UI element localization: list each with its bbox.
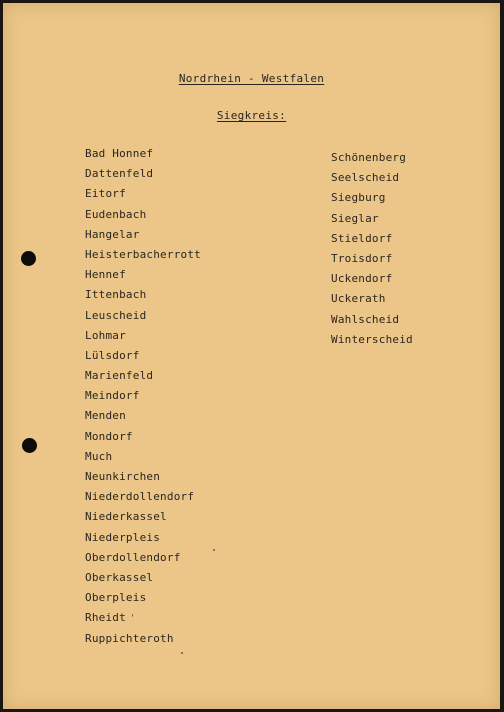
list-item: Mondorf [85,429,133,443]
ink-speck [213,549,215,551]
list-item: Meindorf [85,389,140,403]
ink-speck [181,652,183,654]
list-item: Schönenberg [331,151,407,164]
page-subtitle: Siegkreis: [216,109,287,122]
punch-hole [22,438,37,453]
list-item: Marienfeld [85,369,154,383]
list-item: Hennef [85,268,126,282]
page-title: Nordrhein - Westfalen [178,72,325,85]
list-item: Siegburg [331,191,386,205]
list-item: Bad Honnef [85,147,154,160]
list-item: Winterscheid [331,332,413,346]
list-item: Seelscheid [331,171,400,185]
list-item: Oberdollendorf [85,550,181,564]
list-item: Dattenfeld [85,167,154,181]
list-item: Troisdorf [331,251,393,265]
list-item: Uckendorf [331,272,393,286]
list-item: Stieldorf [331,231,393,245]
list-item: Menden [85,409,126,423]
list-item: Hangelar [85,227,140,241]
list-item: Wahlscheid [331,312,400,326]
list-item: Oberkassel [85,570,154,584]
list-item: Leuscheid [85,308,147,322]
list-item: Niederdollendorf [85,490,195,504]
list-item: Oberpleis [85,591,147,605]
punch-hole [21,251,36,266]
list-item: Niederkassel [85,510,167,524]
list-item: Ruppichteroth [85,631,174,645]
document-page [3,3,500,709]
list-item: Ittenbach [85,288,147,302]
right-place-list [331,148,413,350]
list-item: Heisterbacherrott [85,247,201,261]
list-item: Sieglar [331,211,379,225]
list-item: Lülsdorf [85,348,140,362]
list-item: Niederpleis [85,530,161,544]
left-place-list [85,144,201,649]
list-item: Uckerath [331,292,386,306]
list-item: Rheidt [85,611,126,625]
list-item: Neunkirchen [85,470,161,483]
list-item: Much [85,449,113,463]
ink-speck [132,614,133,617]
list-item: Eitorf [85,187,126,201]
list-item: Eudenbach [85,207,147,221]
list-item: Lohmar [85,328,126,342]
